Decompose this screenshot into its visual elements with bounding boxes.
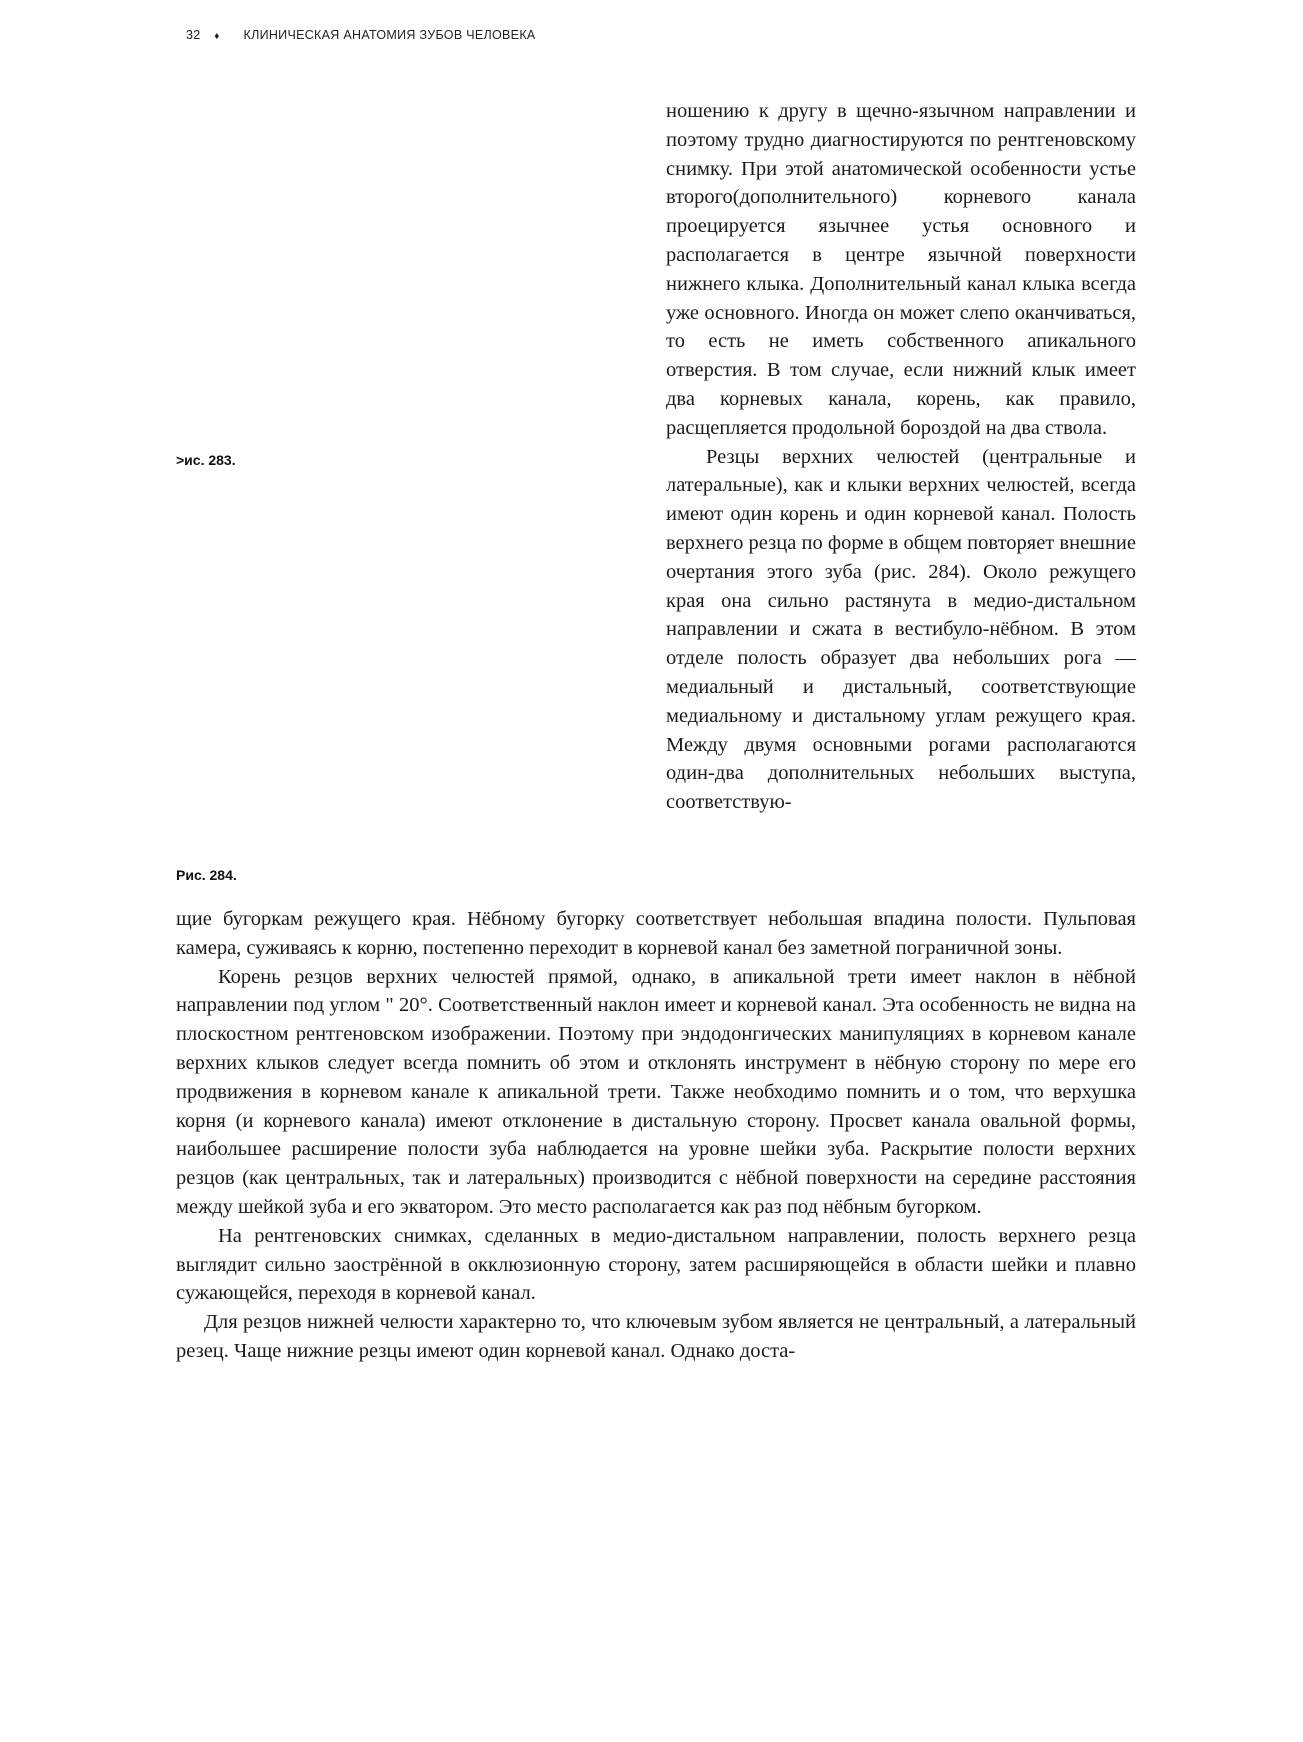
page-number: 32 xyxy=(186,28,201,42)
running-header xyxy=(186,28,536,42)
right-text-column xyxy=(666,97,1136,817)
body-paragraph-continuation: щие бугоркам режущего края. Нёбному бугорку соответствует небольшая впадина полости. Пульповая камера, суживаясь к корню, постепенно переходит в корневой канал без заметной пограничной зоны. xyxy=(176,908,1136,959)
body-paragraph-3: На рентгеновских снимках, сделанных в медио-дистальном направлении, полость верхнего резца выглядит сильно заострённой в окклюзионную сторону, затем расширяющейся в области шейки и плавно сужающейся, переходя в корневой канал. xyxy=(176,1224,1136,1305)
full-width-body-text xyxy=(176,905,1136,1366)
column-paragraph-2: Резцы верхних челюстей (центральные и латеральные), как и клыки верхних челюстей, всегда имеют один корень и один корневой канал. Полость верхнего резца по форме в общем повторяет внешние очертания этого зуба (рис. 284). Около режущего края она сильно растянута в медио-дистальном направлении и сжата в вестибуло-нёбном. В этом отделе полость образует два небольших рога — медиальный и дистальный, соответствующие медиальному и дистальному углам режущего края. Между двумя основными рогами располагаются один-два дополнительных небольших выступа, соответствую- xyxy=(666,445,1136,814)
body-paragraph-4: Для резцов нижней челюсти характерно то, что ключевым зубом является не центральный, а латеральный резец. Чаще нижние резцы имеют один корневой канал. Однако доста- xyxy=(176,1311,1136,1362)
figure-283-caption: >ис. 283. xyxy=(176,452,236,468)
body-paragraph-2: Корень резцов верхних челюстей прямой, однако, в апикальной трети имеет наклон в нёбной направлении под углом " 20°. Соответственный наклон имеет и корневой канал. Эта особенность не видна на плоскостном рентгеновском изображении. Поэтому при эндодонгических манипуляциях в корневом канале верхних клыков следует всегда помнить об этом и отклонять инструмент в нёбную сторону по мере его продвижения в корневом канале к апикальной трети. Также необходимо помнить и о том, что верхушка корня (и корневого канала) имеют отклонение в дистальную сторону. Просвет канала овальной формы, наибольшее расширение полости зуба наблюдается на уровне шейки зуба. Раскрытие полости верхних резцов (как центральных, так и латеральных) производится с нёбной поверхности на середине расстояния между шейкой зуба и его экватором. Это место располагается как раз под нёбным бугорком. xyxy=(176,965,1136,1218)
diamond-separator-icon: ♦ xyxy=(214,31,220,42)
column-paragraph-1: ношению к другу в щечно-язычном направлении и поэтому трудно диагностируются по рентгеновскому снимку. При этой анатомической особенности устье второго(дополнительного) корневого канала проецируется язычнее устья основного и располагается в центре язычной поверхности нижнего клыка. Дополнительный канал клыка всегда уже основного. Иногда он может слепо оканчиваться, то есть не иметь собственного апикального отверстия. В том случае, если нижний клык имеет два корневых канала, корень, как правило, расщепляется продольной бороздой на два ствола. xyxy=(666,100,1136,439)
figure-284-caption: Рис. 284. xyxy=(176,867,237,883)
running-title: КЛИНИЧЕСКАЯ АНАТОМИЯ ЗУБОВ ЧЕЛОВЕКА xyxy=(243,28,536,42)
